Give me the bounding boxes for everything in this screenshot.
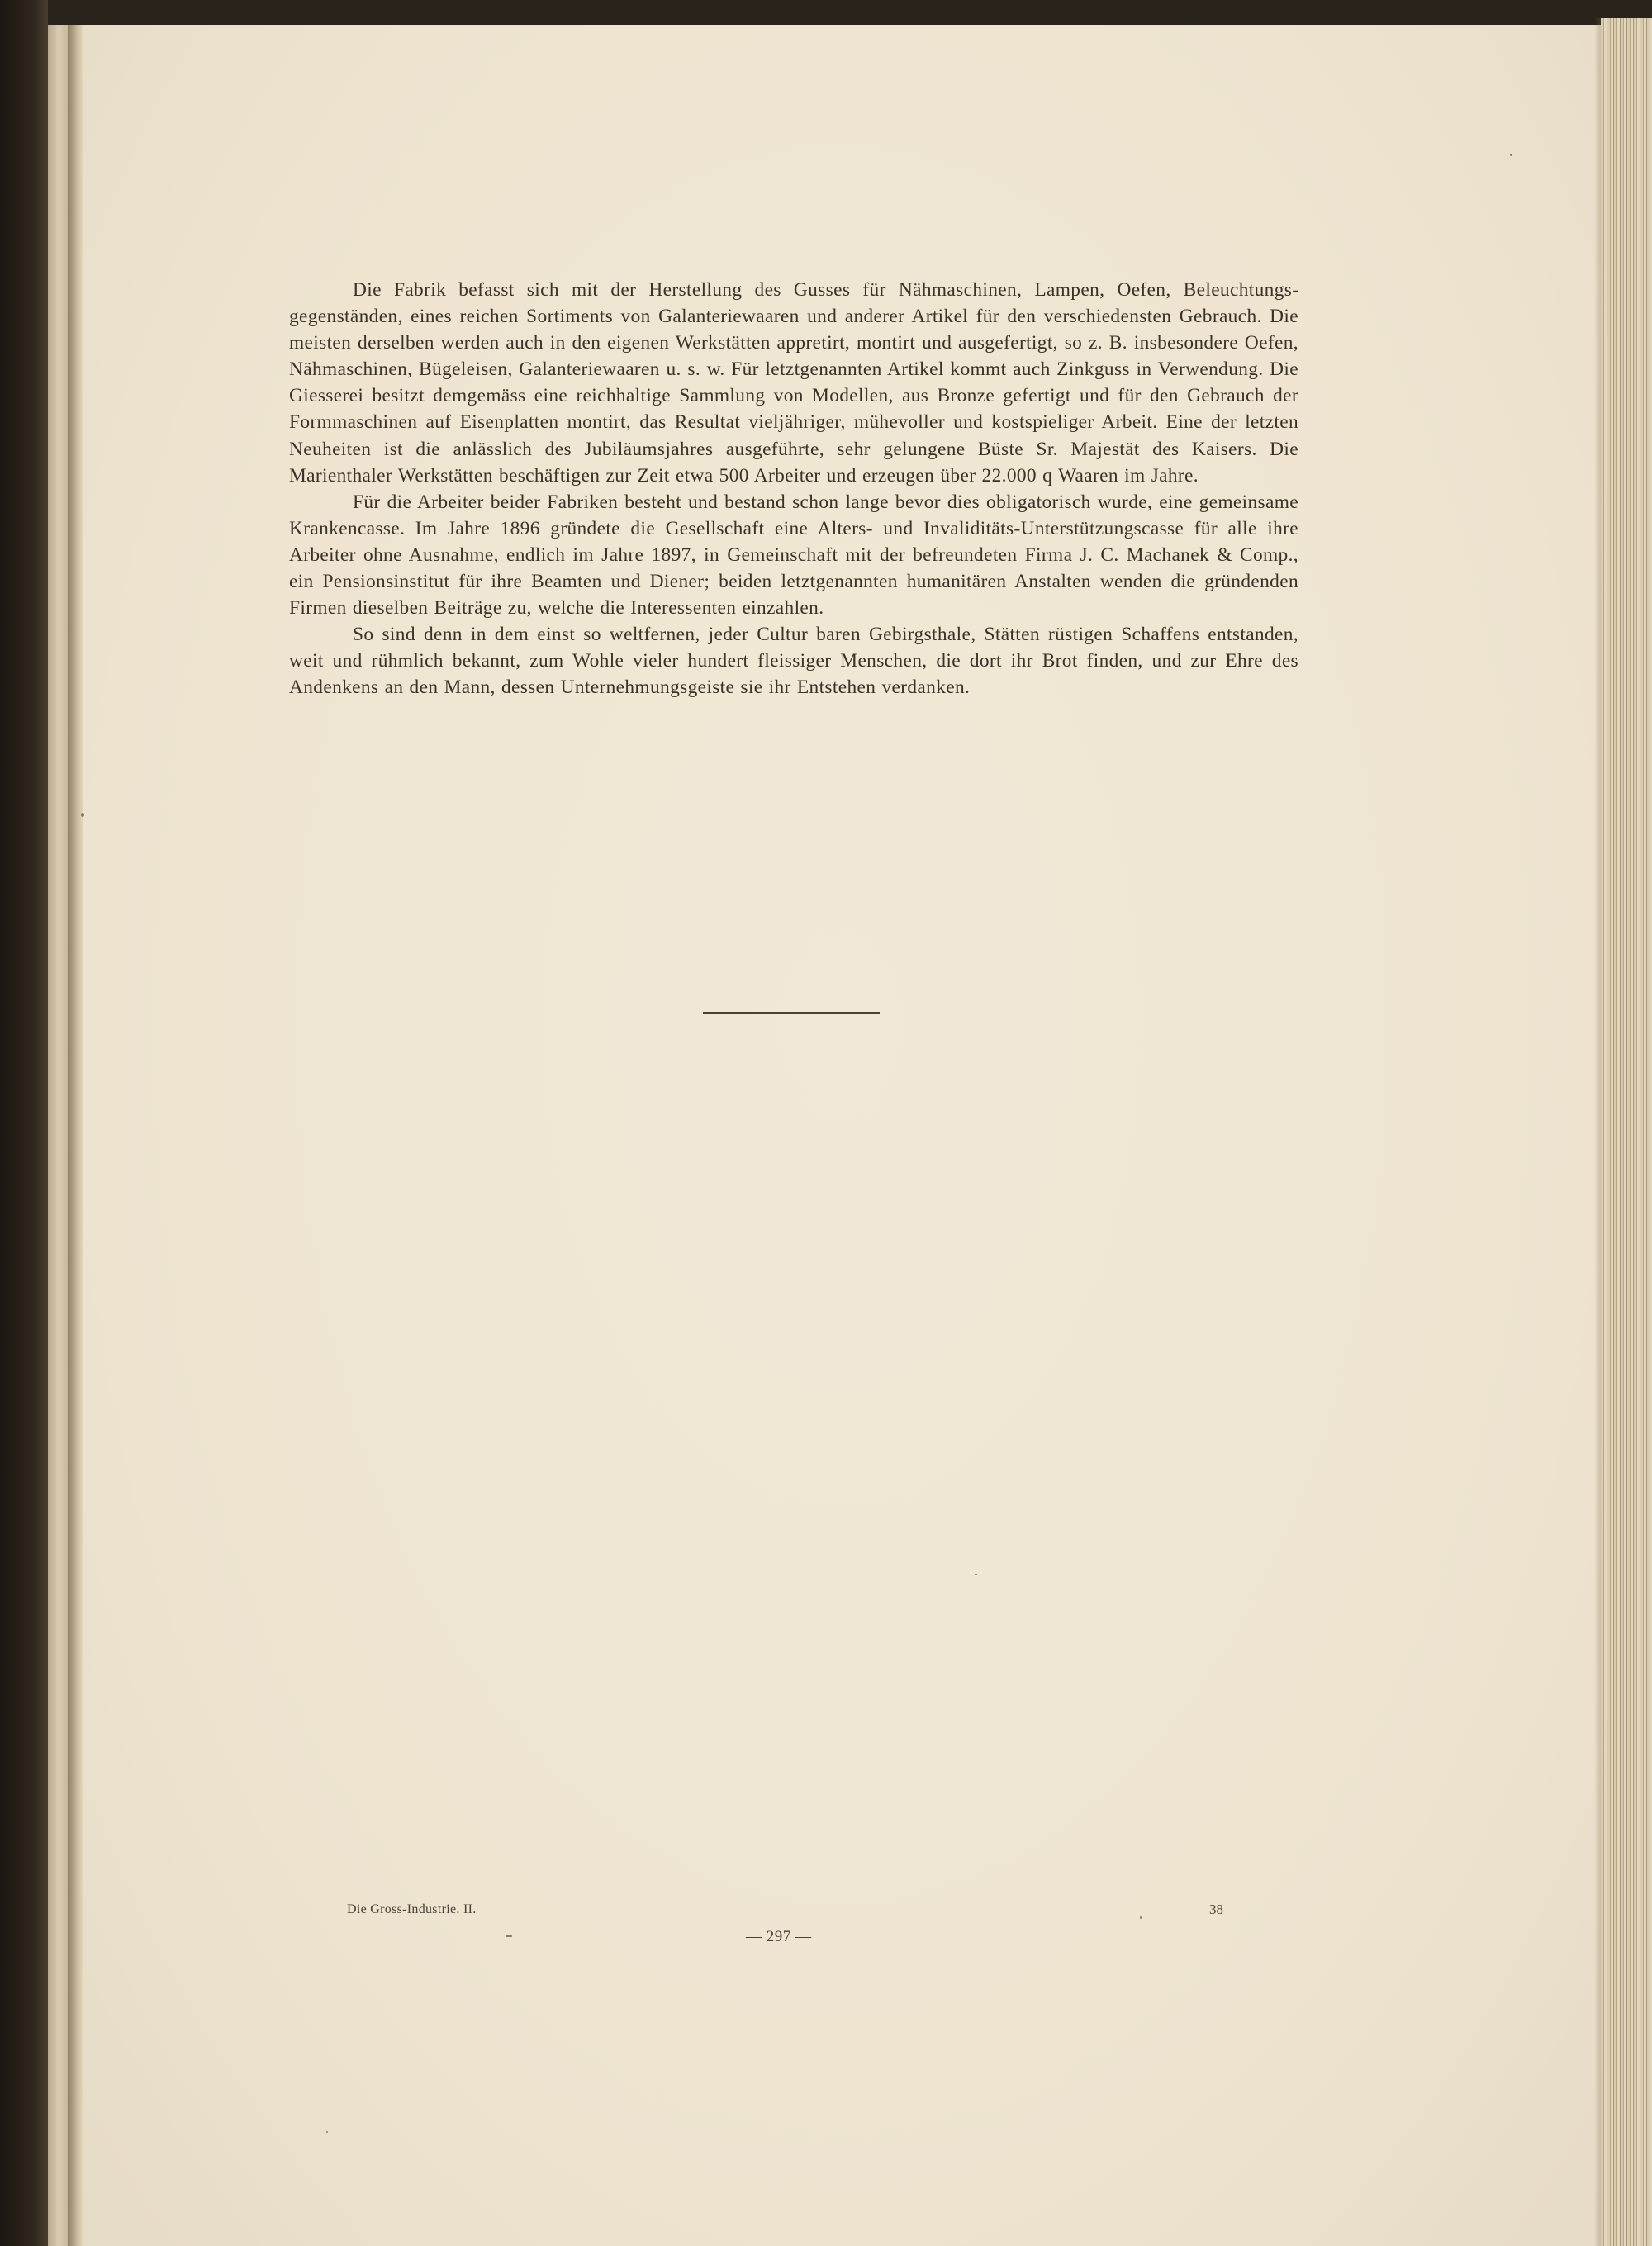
facing-page-edge (48, 0, 68, 2246)
paper-speck (1510, 154, 1512, 156)
paragraph-3: So sind denn in dem einst so weltfernen, jeder Cultur baren Gebirgsthale, Stätten rüstigen Schaffens entstanden, weit und rühmlich bekannt, zum Wohle vieler hundert fleissiger Menschen, die dort ihr Brot finden, und zur Ehre des Andenkens an den Mann, dessen Unternehmungsgeiste sie ihr Entstehen verdanken. (289, 624, 1298, 699)
section-divider-rule (703, 1012, 880, 1014)
page-number: — 297 — (746, 1928, 812, 1945)
footer-series-title: Die Gross-Industrie. II. (347, 1902, 477, 1916)
paragraph-2: Für die Arbeiter beider Fabriken besteht und bestand schon lange bevor dies obligatorisch wurde, eine gemeinsame Krankencasse. Im Jahre 1896 gründete die Gesellschaft eine Alters- und Invaliditäts-Unterstützungscasse für alle ihre Arbeiter ohne Ausnahme, endlich im Jahre 1897, in Gemeinschaft mit der befreundeten Firma J. C. Machanek & Comp., ein Pensionsinstitut für ihre Beamten und Diener; beiden letztgenannten humanitären Anstalten wenden die gründenden Firmen dieselben Beiträge zu, welche die Interessenten einzahlen. (289, 491, 1298, 620)
paper-speck (975, 1574, 977, 1575)
book-gutter (68, 0, 83, 2246)
paper-speck (81, 813, 84, 817)
scan-border-top (48, 0, 1652, 25)
page-edges-stack (1601, 18, 1652, 2246)
paragraph-1: Die Fabrik befasst sich mit der Herstellung des Gusses für Nähmaschinen, Lampen, Oefen, Beleuchtungsgegenständen, eines reichen Sortiments von Galanteriewaaren und anderer Artikel für den verschiedensten Gebrauch. Die meisten derselben werden auch in den eigenen Werkstätten appretirt, montirt und ausgefertigt, so z. B. insbesondere Oefen, Nähmaschinen, Bügeleisen, Galanteriewaaren u. s. w. Für letztgenannten Artikel kommt auch Zinkguss in Verwendung. Die Giesserei besitzt demgemäss eine reichhaltige Sammlung von Modellen, aus Bronze gefertigt und für den Gebrauch der Formmaschinen auf Eisenplatten montirt, das Resultat vieljähriger, mühevoller und kostspieliger Arbeit. Eine der letzten Neuheiten ist die anlässlich des Jubiläumsjahres ausgeführte, sehr gelungene Büste Sr. Majestät des Kaisers. Die Marienthaler Werkstätten beschäftigen zur Zeit etwa 500 Arbeiter und erzeugen über 22.000 q Waaren im Jahre. (289, 279, 1298, 487)
paper-speck (1140, 1916, 1142, 1919)
scan-border-left (0, 0, 48, 2246)
footer-signature-mark: 38 (1209, 1902, 1223, 1917)
paper-speck (326, 2131, 328, 2133)
body-text (289, 277, 1298, 701)
paper-speck (506, 1935, 512, 1937)
